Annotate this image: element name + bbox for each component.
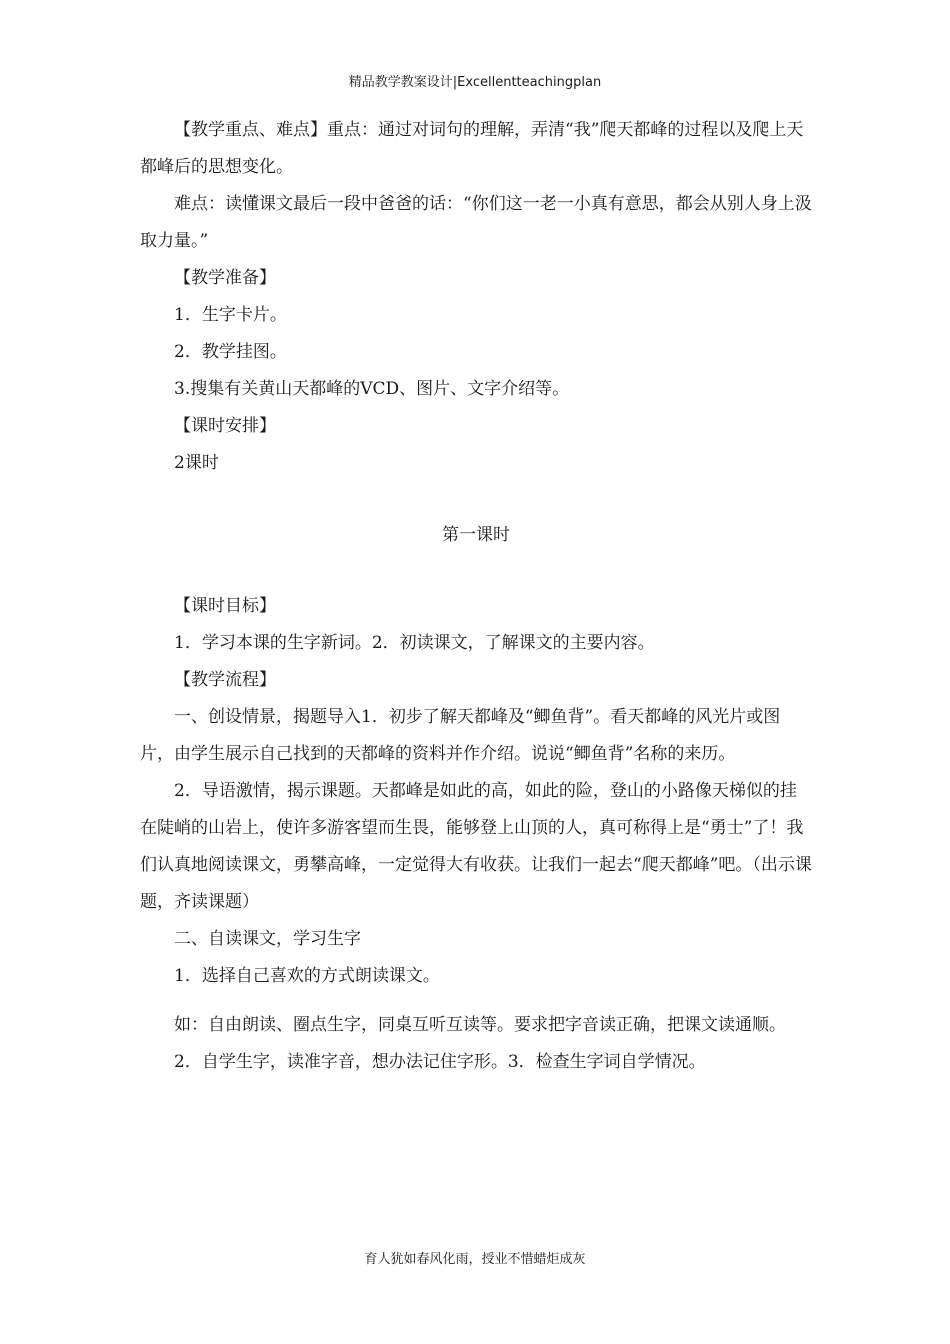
document-body <box>140 112 812 1081</box>
section-heading-schedule: 【课时安排】 <box>174 416 276 436</box>
schedule-value: 2课时 <box>174 453 219 473</box>
section-heading-objectives: 【课时目标】 <box>174 596 276 616</box>
key-points-paragraph: 【教学重点、难点】重点：通过对词句的理解，弄清“我”爬天都峰的过程以及爬上天都峰后的思想变化。 <box>140 120 804 177</box>
section-heading-preparation: 【教学准备】 <box>174 268 276 288</box>
list-item: 2．教学挂图。 <box>174 342 287 362</box>
difficulty-paragraph: 难点：读懂课文最后一段中爸爸的话：“你们这一老一小真有意思，都会从别人身上汲取力量。” <box>140 194 812 251</box>
list-item: 1．选择自己喜欢的方式朗读课文。 <box>174 966 440 986</box>
section-heading-process: 【教学流程】 <box>174 670 276 690</box>
process-step-two: 2．导语激情，揭示课题。天都峰是如此的高，如此的险，登山的小路像天梯似的挂在陡峭的山岩上，使许多游客望而生畏，能够登上山顶的人，真可称得上是“勇士”了！我们认真地阅读课文，勇攀高峰，一定觉得大有收获。让我们一起去“爬天都峰”吧。（出示课题，齐读课题） <box>140 781 812 912</box>
page-header: 精品教学教案设计|Excellentteachingplan <box>348 75 602 90</box>
list-item: 3.搜集有关黄山天都峰的VCD、图片、文字介绍等。 <box>174 379 570 399</box>
section-heading-self-study: 二、自读课文，学习生字 <box>174 929 361 949</box>
example-paragraph: 如：自由朗读、圈点生字，同桌互听互读等。要求把字音读正确，把课文读通顺。 <box>174 1015 786 1035</box>
process-step-one: 一、创设情景，揭题导入1．初步了解天都峰及“鲫鱼背”。看天都峰的风光片或图片，由学生展示自己找到的天都峰的资料并作介绍。说说“鲫鱼背”名称的来历。 <box>140 707 781 764</box>
objectives-paragraph: 1．学习本课的生字新词。2．初读课文，了解课文的主要内容。 <box>174 633 655 653</box>
list-item: 1．生字卡片。 <box>174 305 287 325</box>
list-item: 2．自学生字，读准字音，想办法记住字形。3．检查生字词自学情况。 <box>174 1052 706 1072</box>
page-footer: 育人犹如春风化雨，授业不惜蜡炬成灰 <box>364 1252 586 1267</box>
lesson-title: 第一课时 <box>442 525 510 545</box>
